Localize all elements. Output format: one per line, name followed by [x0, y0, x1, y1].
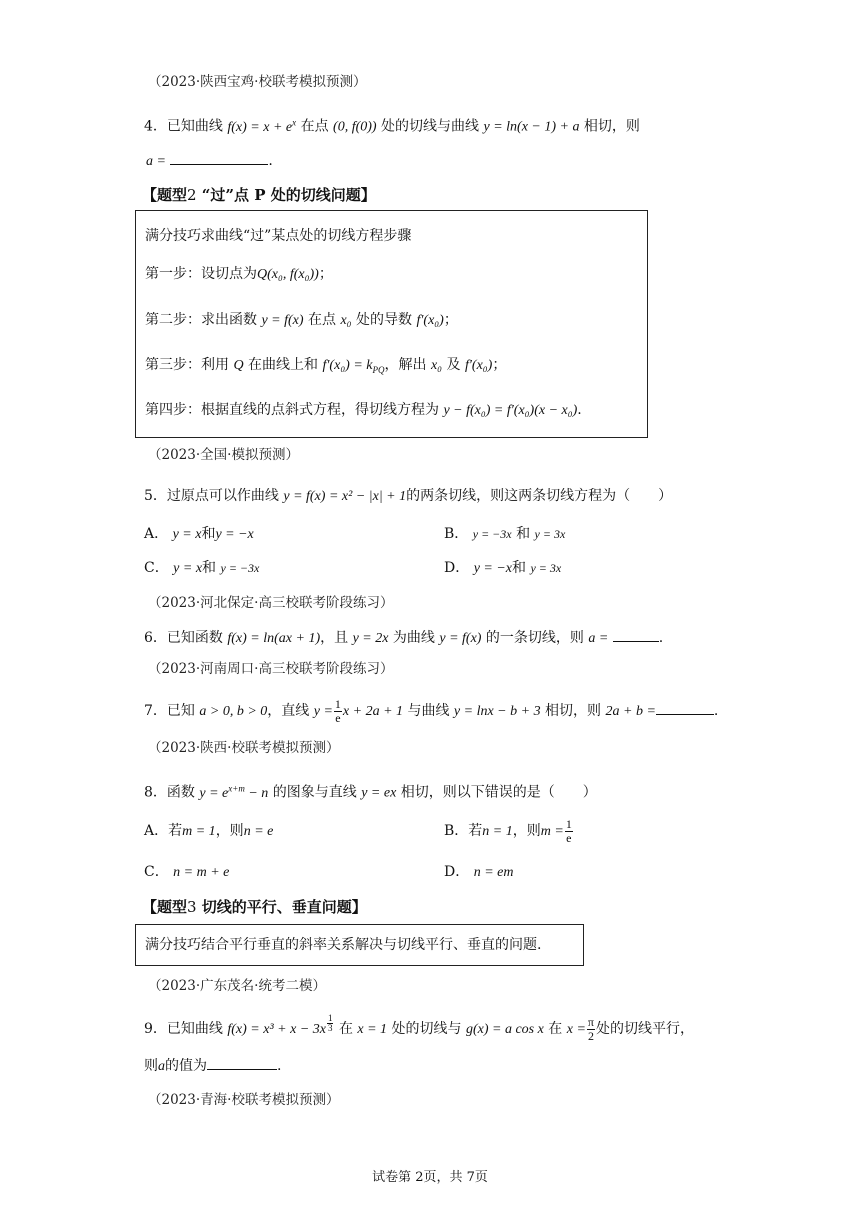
question-5-stem: 5．过原点可以作曲线 y = f(x) = x² − |x| + 1的两条切线，则这两条切线方程为（ ）	[144, 488, 673, 504]
answer-blank[interactable]	[207, 1055, 277, 1070]
question-4-line-1: 4．已知曲线 $f(x) = x + e^x$ 在点 (0, f(0)) 处的切线与曲线 y = ln(x − 1) + a 相切，则	[144, 117, 640, 135]
box-text: 满分技巧结合平行垂直的斜率关系解决与切线平行、垂直的问题.	[145, 937, 542, 953]
question-number: 9．	[144, 1021, 167, 1037]
option-c[interactable]: C． y = x和 y = −3x	[144, 560, 260, 576]
source-label: （2023·河南周口·高三校联考阶段练习）	[148, 661, 394, 677]
fraction: $\frac{1}{e}$	[565, 816, 572, 845]
source-label: （2023·全国·模拟预测）	[148, 447, 299, 463]
math-point: (0, f(0))	[333, 119, 377, 135]
source-label: （2023·河北保定·高三校联考阶段练习）	[148, 595, 394, 611]
question-number: 4．	[144, 118, 167, 135]
box-step-4: 第四步：根据直线的点斜式方程，得切线方程为 y − f(x₀) = f′(x₀)(x − x₀).	[145, 402, 582, 418]
question-7: 7．已知 a > 0, b > 0，直线 y = $\frac{1}{e}$ x + 2a + 1 与曲线 y = lnx − b + 3 相切，则 2a + b = .	[144, 696, 719, 725]
option-b[interactable]: B．若n = 1，则m = $\frac{1}{e}$	[444, 816, 572, 845]
source-label: （2023·广东茂名·统考二模）	[148, 978, 326, 994]
answer-blank[interactable]	[170, 150, 268, 165]
question-number: 7．	[144, 703, 167, 719]
answer-blank[interactable]	[656, 700, 714, 715]
page-footer: 试卷第 2页，共 7页	[372, 1170, 488, 1185]
question-number: 5．	[144, 488, 167, 504]
option-a[interactable]: A． y = x和y = −x	[144, 526, 254, 542]
option-b[interactable]: B． y = −3x 和 y = 3x	[444, 526, 566, 542]
fraction: $\frac{\pi}{2}$	[587, 1014, 594, 1043]
question-9-line-2: 则a的值为 .	[144, 1055, 281, 1077]
section-heading-type-3: 【题型3 切线的平行、垂直问题】	[142, 898, 367, 916]
math-formula: y = ln(x − 1) + a	[483, 119, 580, 135]
source-label: （2023·陕西·校联考模拟预测）	[148, 740, 340, 756]
option-a[interactable]: A．若m = 1，则n = e	[144, 823, 274, 839]
question-8-stem: 8．函数 $y = e^{x+m} - n$ 的图象与直线 y = ex 相切，则以下错误的是（ ）	[144, 783, 597, 801]
math-formula: y = f(x) = x² − |x| + 1	[283, 489, 407, 504]
option-d[interactable]: D． n = em	[444, 864, 514, 880]
option-c[interactable]: C． n = m + e	[144, 864, 230, 880]
question-number: 8．	[144, 784, 167, 801]
question-number: 6．	[144, 630, 167, 646]
section-heading-type-2: 【题型2 “过”点 P 处的切线问题】	[142, 186, 376, 204]
box-title: 满分技巧求曲线“过”某点处的切线方程步骤	[145, 228, 412, 244]
option-d[interactable]: D． y = −x和 y = 3x	[444, 560, 562, 576]
math-formula: $f(x) = x + e^x$	[227, 117, 297, 135]
question-6: 6．已知函数 f(x) = ln(ax + 1)，且 y = 2x 为曲线 y = f(x) 的一条切线，则 a = .	[144, 627, 663, 649]
box-step-3: 第三步：利用 Q 在曲线上和 $f'(x_0) = k_{PQ}$，解出 x₀ 及 f′(x₀)；	[145, 357, 507, 375]
question-4-line-2: a = .	[146, 150, 273, 172]
source-label: （2023·陕西宝鸡·校联考模拟预测）	[148, 74, 367, 90]
source-label: （2023·青海·校联考模拟预测）	[148, 1092, 340, 1108]
box-step-2: 第二步：求出函数 y = f(x) 在点 x₀ 处的导数 f′(x₀)；	[145, 312, 458, 328]
fraction-exponent: $\frac{1}{3}$	[327, 1013, 333, 1033]
answer-blank[interactable]	[613, 627, 659, 642]
box-step-1: 第一步：设切点为Q(x₀, f(x₀))；	[145, 266, 333, 282]
fraction: $\frac{1}{e}$	[334, 696, 341, 725]
question-9-line-1: 9．已知曲线 f(x) = x³ + x − 3x $\frac{1}{3}$ 在 x = 1 处的切线与 g(x) = a cos x 在 x = $\frac{\pi}{2}$ 处的切线平行，	[144, 1013, 694, 1043]
